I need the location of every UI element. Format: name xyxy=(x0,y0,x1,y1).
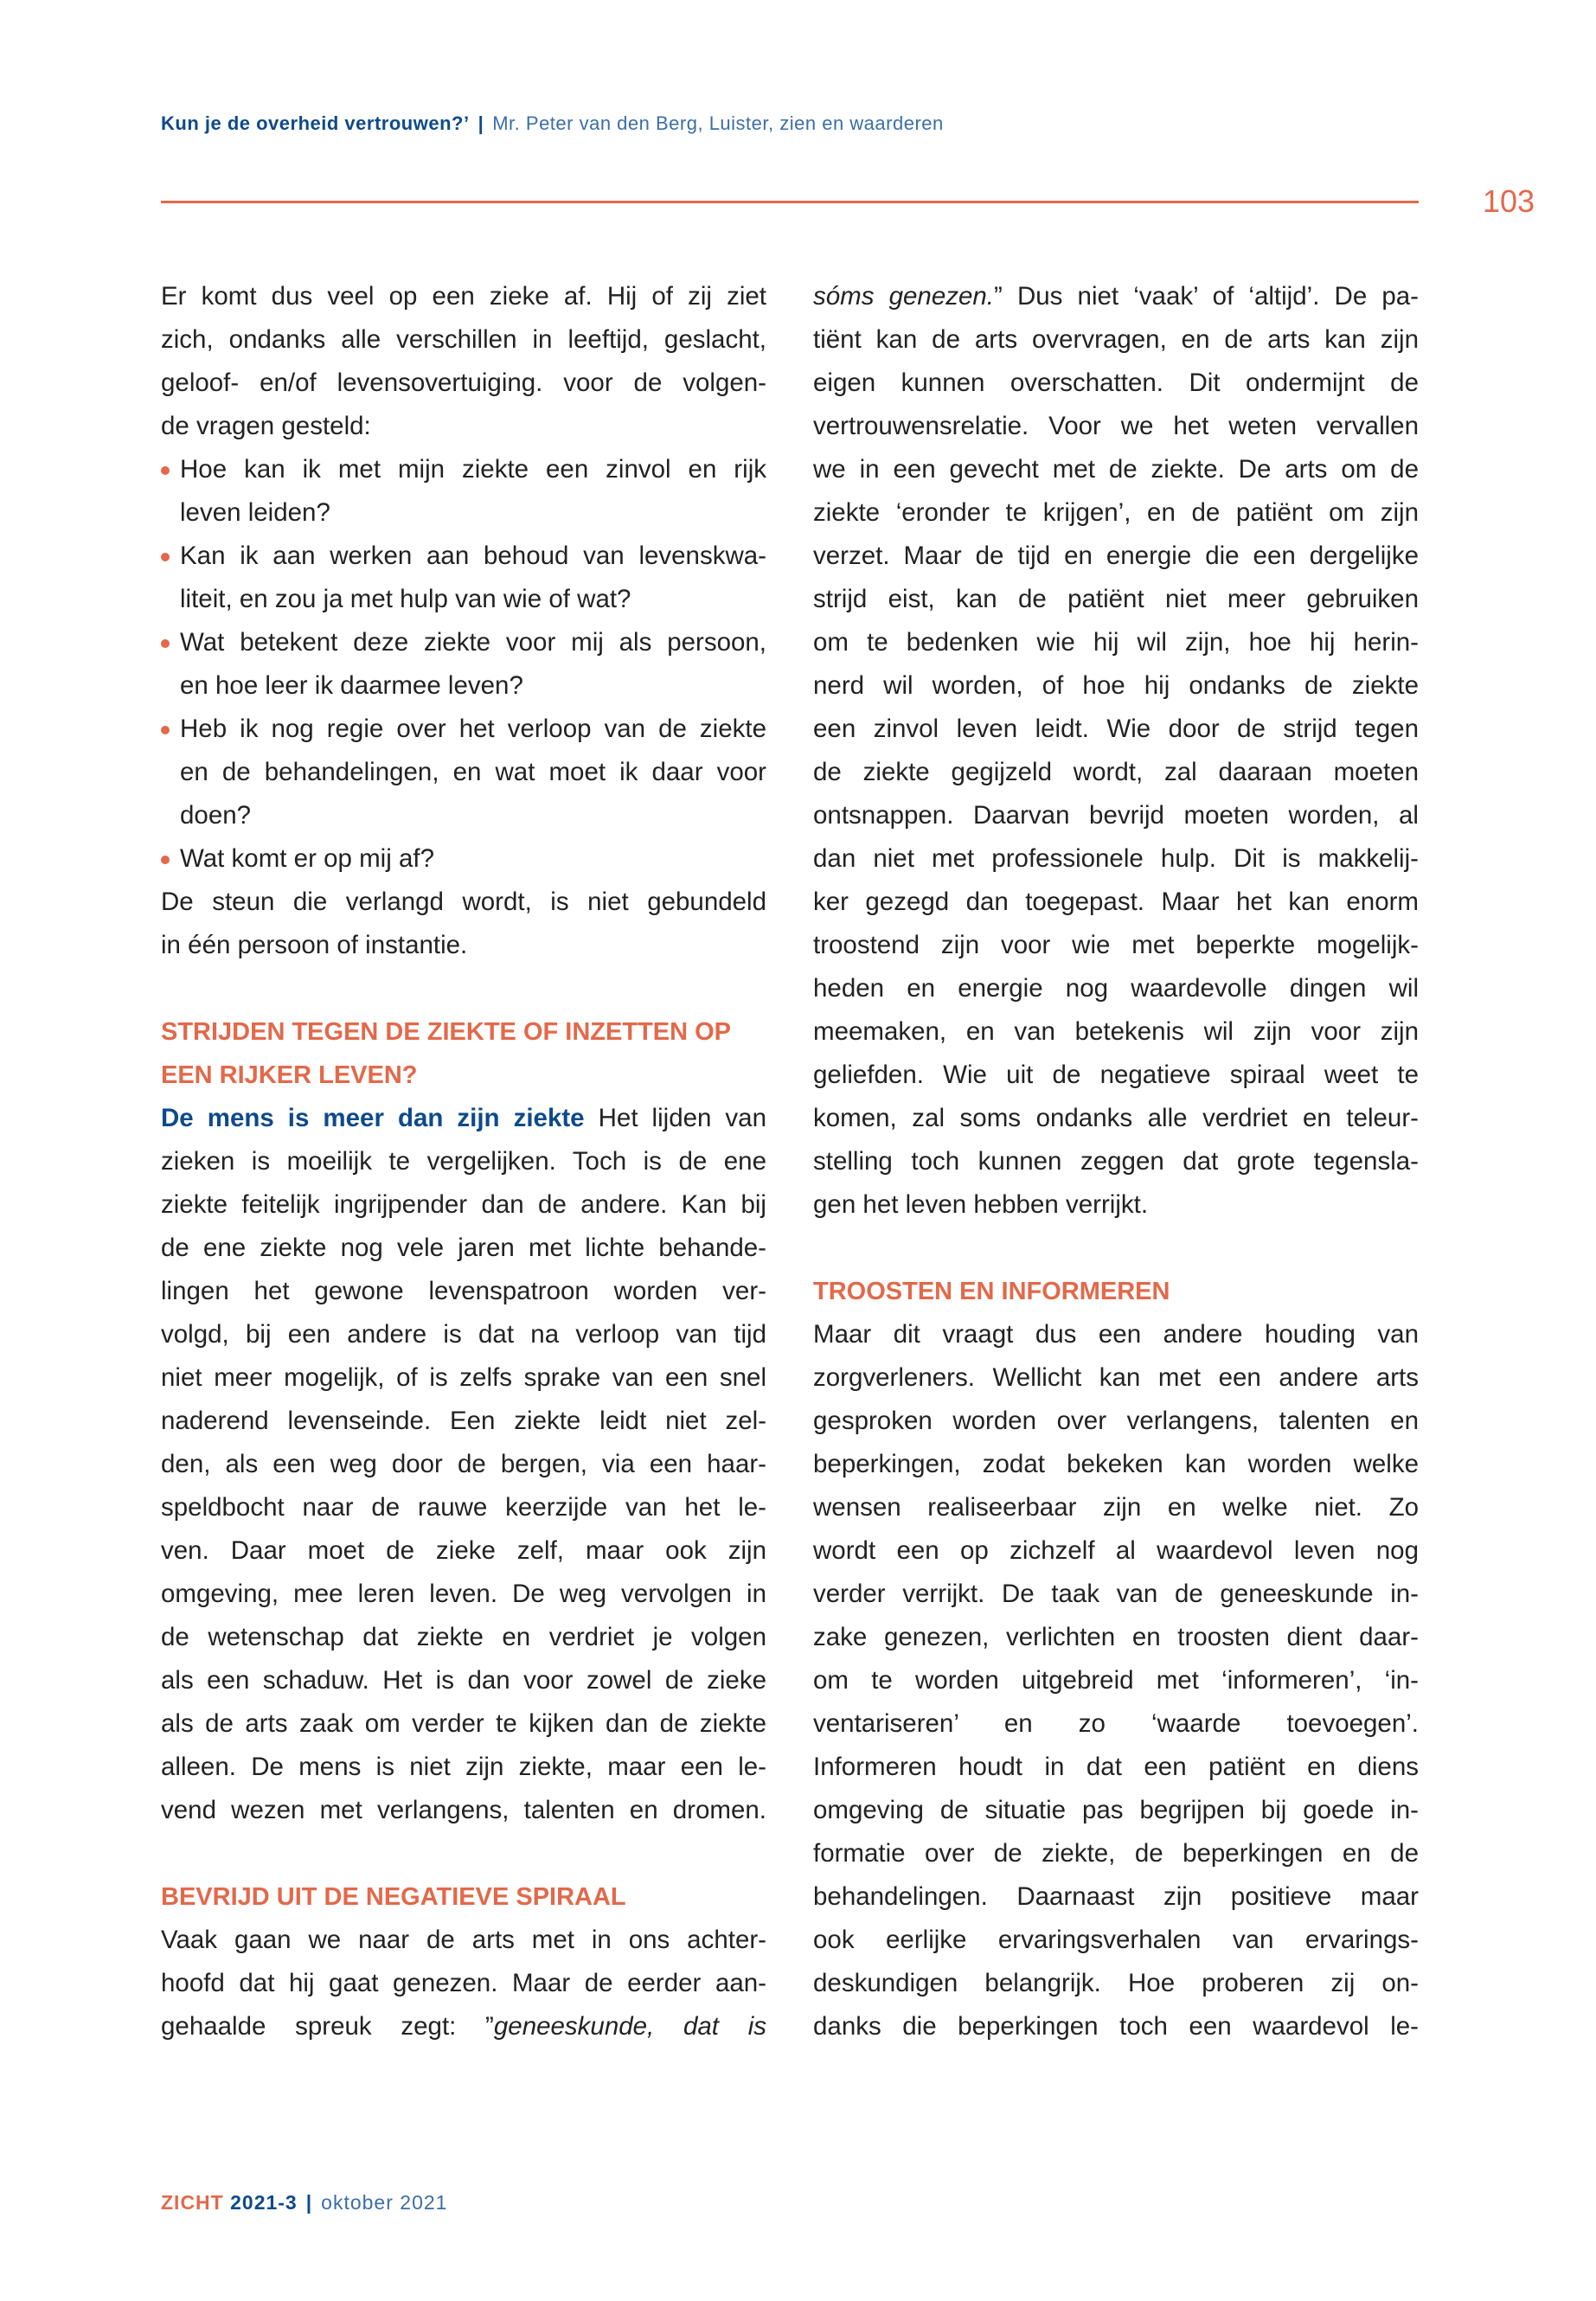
text-line: een zinvol leven leidt. Wie door de strijd tegen xyxy=(813,715,1419,743)
footer-magazine: ZICHT xyxy=(161,2191,224,2214)
column-right xyxy=(813,275,1419,2048)
header-rule xyxy=(161,201,1419,203)
text-line: omgeving de situatie pas begrijpen bij goede in- xyxy=(813,1796,1419,1824)
text-line: de ziekte gegijzeld wordt, zal daaraan moeten xyxy=(813,758,1419,786)
text-line: verzet. Maar de tijd en energie die een dergelijke xyxy=(813,542,1419,570)
text-line: ziekte feitelijk ingrijpender dan de andere. Kan bij xyxy=(161,1190,766,1219)
text-line xyxy=(813,275,1419,318)
text-line: lingen het gewone levenspatroon worden ver- xyxy=(161,1277,766,1305)
text-line: Vaak gaan we naar de arts met in ons achter- xyxy=(161,1926,766,1954)
paragraph xyxy=(161,275,766,448)
text-line: zich, ondanks alle verschillen in leeftijd, geslacht, xyxy=(161,325,766,354)
bullet-item xyxy=(161,621,766,708)
bullet-icon xyxy=(161,856,170,864)
text-line: stelling toch kunnen zeggen dat grote tegensla- xyxy=(813,1147,1419,1176)
text-line: ventariseren’ en zo ‘waarde toevoegen’. xyxy=(813,1709,1419,1738)
paragraph xyxy=(161,1097,766,1832)
spacer xyxy=(161,1832,766,1875)
text-line: leven leiden? xyxy=(180,498,330,527)
quote-text: sóms genezen. xyxy=(813,282,994,311)
text-line: omgeving, mee leren leven. De weg vervolgen in xyxy=(161,1580,766,1608)
text-line: alleen. De mens is niet zijn ziekte, maar een le- xyxy=(161,1753,766,1781)
text-line: naderend levenseinde. Een ziekte leidt niet zel- xyxy=(161,1407,766,1435)
paragraph xyxy=(813,1313,1419,2048)
text-line: Heb ik nog regie over het verloop van de ziekte xyxy=(180,715,766,743)
text-line xyxy=(161,2005,766,2048)
text-line: en hoe leer ik daarmee leven? xyxy=(180,671,523,700)
text-line: Hoe kan ik met mijn ziekte een zinvol en rijk xyxy=(180,455,766,484)
text-line: wensen realiseerbaar zijn en welke niet. Zo xyxy=(813,1493,1419,1522)
text-line: ven. Daar moet de zieke zelf, maar ook zijn xyxy=(161,1536,766,1565)
bullet-icon xyxy=(161,726,170,734)
header-title: Kun je de overheid vertrouwen?’ xyxy=(161,112,470,134)
text-line: speldbocht naar de rauwe keerzijde van het le- xyxy=(161,1493,766,1522)
text-line: geliefden. Wie uit de negatieve spiraal weet te xyxy=(813,1061,1419,1089)
text-line: ontsnappen. Daarvan bevrijd moeten worden, al xyxy=(813,801,1419,830)
text-line: heden en energie nog waardevolle dingen wil xyxy=(813,974,1419,1003)
quote-text: geneeskunde, dat is xyxy=(493,2012,767,2041)
text-line: formatie over de ziekte, de beperkingen en de xyxy=(813,1839,1419,1868)
text-line: STRIJDEN TEGEN DE ZIEKTE OF INZETTEN OP xyxy=(161,1018,731,1046)
paragraph xyxy=(161,881,766,967)
text-line: wordt een op zichzelf al waardevol leven nog xyxy=(813,1536,1419,1565)
header-separator: | xyxy=(478,112,484,134)
bullet-item xyxy=(161,448,766,535)
bullet-icon xyxy=(161,553,170,561)
text-line: niet meer mogelijk, of is zelfs sprake van een snel xyxy=(161,1363,766,1392)
text-line: gen het leven hebben verrijkt. xyxy=(813,1190,1149,1219)
text-line: liteit, en zou ja met hulp van wie of wat? xyxy=(180,585,631,613)
text-line: deskundigen belangrijk. Hoe proberen zij on- xyxy=(813,1969,1419,1997)
text-line: en de behandelingen, en wat moet ik daar voor xyxy=(180,758,766,786)
text-line: Kan ik aan werken aan behoud van levenskwa- xyxy=(180,542,766,570)
text-line: als de arts zaak om verder te kijken dan de ziekte xyxy=(161,1709,766,1738)
text-line: zake genezen, verlichten en troosten dient daar- xyxy=(813,1623,1419,1651)
text-line: BEVRIJD UIT DE NEGATIEVE SPIRAAL xyxy=(161,1883,626,1911)
bullet-item xyxy=(161,535,766,621)
text-line: troostend zijn voor wie met beperkte mogelijk- xyxy=(813,931,1419,959)
text-line: dan niet met professionele hulp. Dit is makkelij- xyxy=(813,844,1419,873)
text-line: zorgverleners. Wellicht kan met een andere arts xyxy=(813,1363,1419,1392)
text-line: de ene ziekte nog vele jaren met lichte behande- xyxy=(161,1234,766,1262)
text-line: de wetenschap dat ziekte en verdriet je volgen xyxy=(161,1623,766,1651)
text-line: hoofd dat hij gaat genezen. Maar de eerder aan- xyxy=(161,1969,766,1997)
text-line: ker gezegd dan toegepast. Maar het kan enorm xyxy=(813,888,1419,916)
text-line: ook eerlijke ervaringsverhalen van ervarings- xyxy=(813,1926,1419,1954)
footer-issue: 2021-3 xyxy=(230,2191,298,2214)
spacer xyxy=(161,967,766,1010)
text-line: meemaken, en van betekenis wil zijn voor zijn xyxy=(813,1017,1419,1046)
text-line: eigen kunnen overschatten. Dit ondermijnt de xyxy=(813,369,1419,397)
column-left xyxy=(161,275,766,2048)
text-line: gesproken worden over verlangens, talenten en xyxy=(813,1407,1419,1435)
footer-date: oktober 2021 xyxy=(321,2191,448,2214)
text-line: verder verrijkt. De taak van de geneeskunde in- xyxy=(813,1580,1419,1608)
text-line: Er komt dus veel op een zieke af. Hij of zij ziet xyxy=(161,282,766,311)
lead-in: De mens is meer dan zijn ziekte xyxy=(161,1104,585,1132)
text-line: Maar dit vraagt dus een andere houding van xyxy=(813,1320,1419,1349)
paragraph xyxy=(813,275,1419,1227)
text-line: TROOSTEN EN INFORMEREN xyxy=(813,1278,1170,1305)
text-line: strijd eist, kan de patiënt niet meer gebruiken xyxy=(813,585,1419,613)
text-line: danks die beperkingen toch een waardevol le- xyxy=(813,2012,1419,2041)
footer-separator: | xyxy=(305,2191,313,2214)
text-line: vend wezen met verlangens, talenten en dromen. xyxy=(161,1796,766,1824)
section-heading xyxy=(161,1875,766,1919)
text-line: om te worden uitgebreid met ‘informeren’, ‘in- xyxy=(813,1666,1419,1695)
text-segment: Het lijden van xyxy=(584,1104,766,1132)
footer xyxy=(161,2191,447,2214)
text-line: volgd, bij een andere is dat na verloop van tijd xyxy=(161,1320,766,1349)
text-line: beperkingen, zodat bekeken kan worden welke xyxy=(813,1450,1419,1478)
text-line: als een schaduw. Het is dan voor zowel de zieke xyxy=(161,1666,766,1695)
text-line: tiënt kan de arts overvragen, en de arts kan zijn xyxy=(813,325,1419,354)
section-heading xyxy=(813,1270,1419,1313)
bullet-icon xyxy=(161,466,170,475)
text-line: komen, zal soms ondanks alle verdriet en teleur- xyxy=(813,1104,1419,1132)
text-line: geloof- en/of levensovertuiging. voor de volgen- xyxy=(161,369,766,397)
page-number: 103 xyxy=(1483,183,1535,219)
text-line: vertrouwensrelatie. Voor we het weten vervallen xyxy=(813,412,1419,440)
text-line: de vragen gesteld: xyxy=(161,412,371,440)
text-line: den, als een weg door de bergen, via een haar- xyxy=(161,1450,766,1478)
text-line: Wat betekent deze ziekte voor mij als persoon, xyxy=(180,628,766,657)
text-line: we in een gevecht met de ziekte. De arts om de xyxy=(813,455,1419,484)
text-line: EEN RIJKER LEVEN? xyxy=(161,1061,418,1089)
bullet-icon xyxy=(161,639,170,648)
running-header xyxy=(161,112,944,135)
text-line: behandelingen. Daarnaast zijn positieve maar xyxy=(813,1882,1419,1911)
text-line: doen? xyxy=(180,801,252,830)
header-author: Mr. Peter van den Berg, Luister, zien en waarderen xyxy=(492,112,944,134)
bullet-item xyxy=(161,837,766,881)
text-line: De steun die verlangd wordt, is niet gebundeld xyxy=(161,888,766,916)
bullet-item xyxy=(161,708,766,837)
text-line: om te bedenken wie hij wil zijn, hoe hij herin- xyxy=(813,628,1419,657)
text-line: ziekte ‘eronder te krijgen’, en de patiënt om zijn xyxy=(813,498,1419,527)
paragraph xyxy=(161,1919,766,2048)
text-line: zieken is moeilijk te vergelijken. Toch is de ene xyxy=(161,1147,766,1176)
text-segment: gehaalde spreuk zegt: ” xyxy=(161,2012,494,2041)
text-line xyxy=(161,1097,766,1140)
section-heading xyxy=(161,1010,766,1097)
text-segment: ” Dus niet ‘vaak’ of ‘altijd’. De pa- xyxy=(994,282,1419,311)
text-line: Wat komt er op mij af? xyxy=(180,844,434,873)
text-line: Informeren houdt in dat een patiënt en diens xyxy=(813,1753,1419,1781)
spacer xyxy=(813,1227,1419,1270)
text-line: in één persoon of instantie. xyxy=(161,931,468,959)
text-line: nerd wil worden, of hoe hij ondanks de ziekte xyxy=(813,671,1419,700)
